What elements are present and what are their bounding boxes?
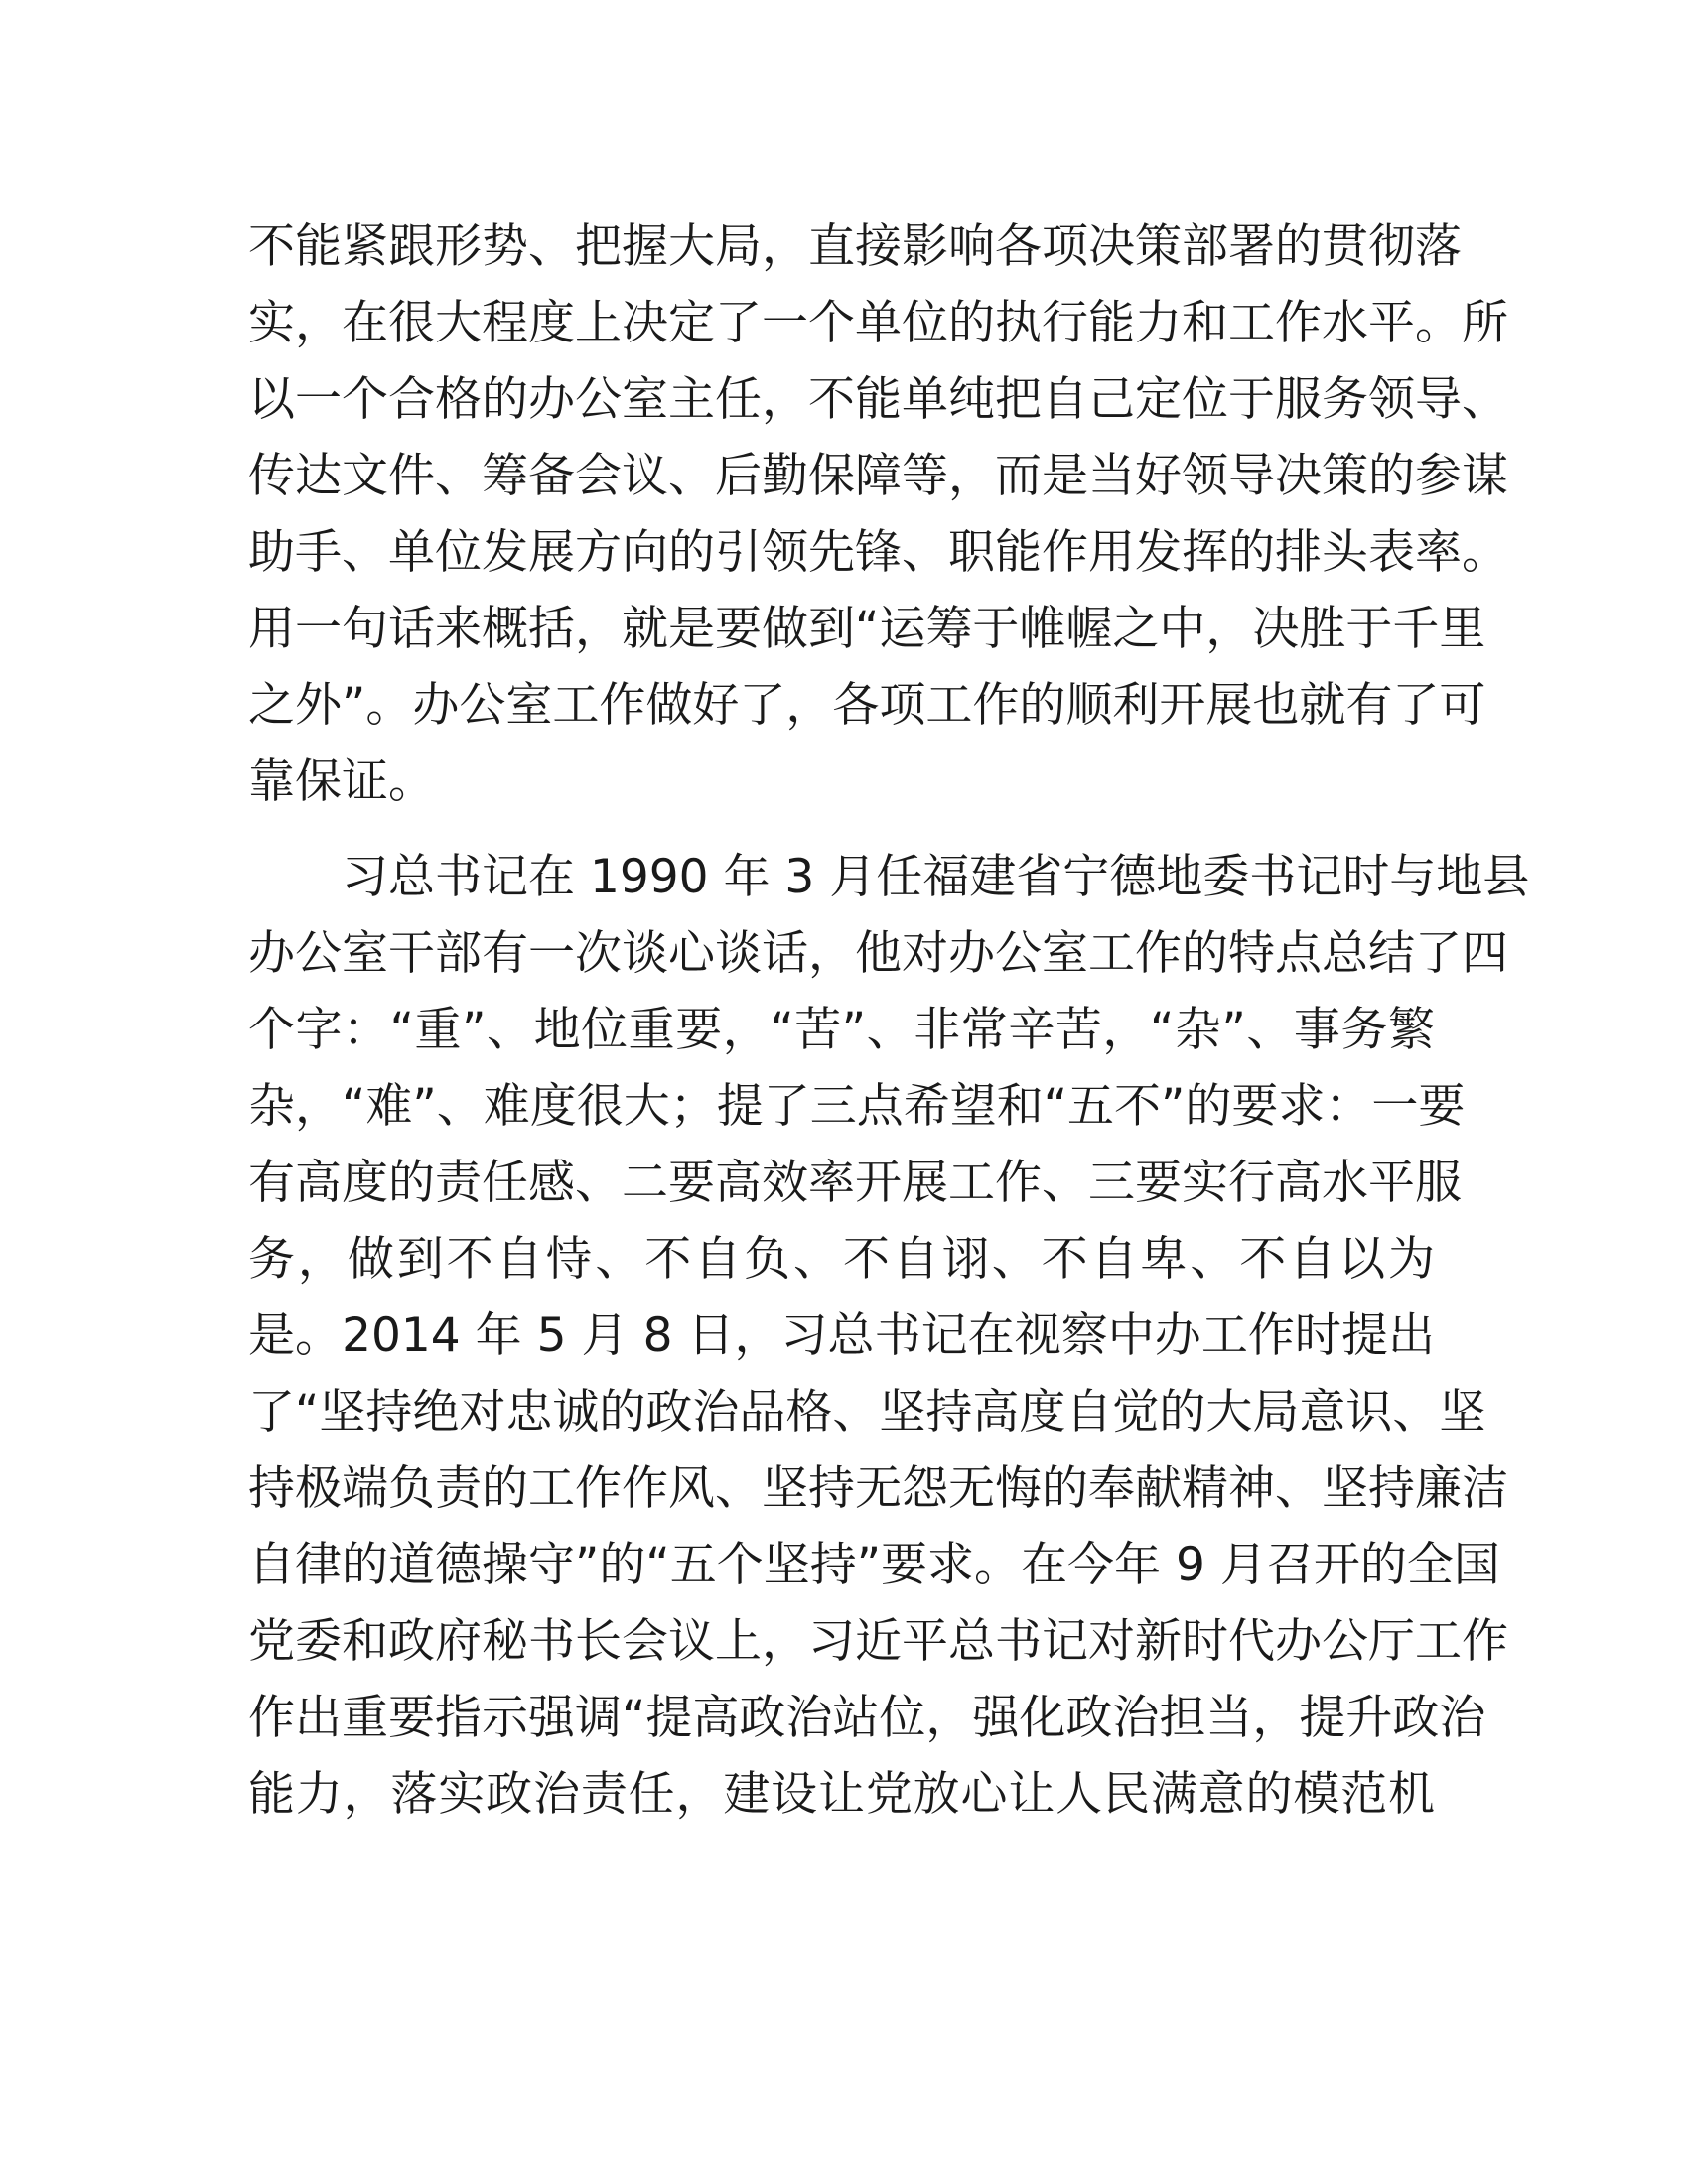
text-line: 习总书记在 1990 年 3 月任福建省宁德地委书记时与地县 bbox=[342, 850, 1530, 904]
text-line: 靠保证。 bbox=[248, 754, 435, 809]
text-line: 党委和政府秘书长会议上，习近平总书记对新时代办公厅工作 bbox=[248, 1614, 1508, 1669]
text-line: 持极端负责的工作作风、坚持无怨无悔的奉献精神、坚持廉洁 bbox=[248, 1461, 1508, 1516]
text-line: 个字：“重”、地位重要，“苦”、非常辛苦，“杂”、事务繁 bbox=[248, 1003, 1435, 1057]
text-line: 助手、单位发展方向的引领先锋、职能作用发挥的排头表率。 bbox=[248, 525, 1508, 580]
text-line: 之外”。办公室工作做好了，各项工作的顺利开展也就有了可 bbox=[248, 678, 1486, 733]
text-line: 有高度的责任感、二要高效率开展工作、三要实行高水平服 bbox=[248, 1156, 1462, 1210]
text-line: 用一句话来概括，就是要做到“运筹于帷幄之中，决胜于千里 bbox=[248, 602, 1486, 656]
text-line: 实，在很大程度上决定了一个单位的执行能力和工作水平。所 bbox=[248, 296, 1508, 350]
paragraph-1 bbox=[248, 208, 1508, 820]
text-line: 了“坚持绝对忠诚的政治品格、坚持高度自觉的大局意识、坚 bbox=[248, 1385, 1486, 1439]
text-line: 作出重要指示强调“提高政治站位，强化政治担当，提升政治 bbox=[248, 1691, 1486, 1745]
text-line: 不能紧跟形势、把握大局，直接影响各项决策部署的贯彻落 bbox=[248, 219, 1462, 274]
text-line: 自律的道德操守”的“五个坚持”要求。在今年 9 月召开的全国 bbox=[248, 1538, 1500, 1592]
text-line: 以一个合格的办公室主任，不能单纯把自己定位于服务领导、 bbox=[248, 372, 1508, 427]
text-line: 传达文件、筹备会议、后勤保障等，而是当好领导决策的参谋 bbox=[248, 449, 1508, 503]
paragraph-2 bbox=[248, 839, 1530, 1833]
text-line: 办公室干部有一次谈心谈话，他对办公室工作的特点总结了四 bbox=[248, 926, 1508, 981]
text-line: 是。2014 年 5 月 8 日，习总书记在视察中办工作时提出 bbox=[248, 1308, 1435, 1363]
text-line: 杂，“难”、难度很大；提了三点希望和“五不”的要求：一要 bbox=[248, 1079, 1466, 1134]
text-line: 务，做到不自恃、不自负、不自诩、不自卑、不自以为 bbox=[248, 1232, 1435, 1287]
text-line: 能力，落实政治责任，建设让党放心让人民满意的模范机 bbox=[248, 1767, 1435, 1822]
